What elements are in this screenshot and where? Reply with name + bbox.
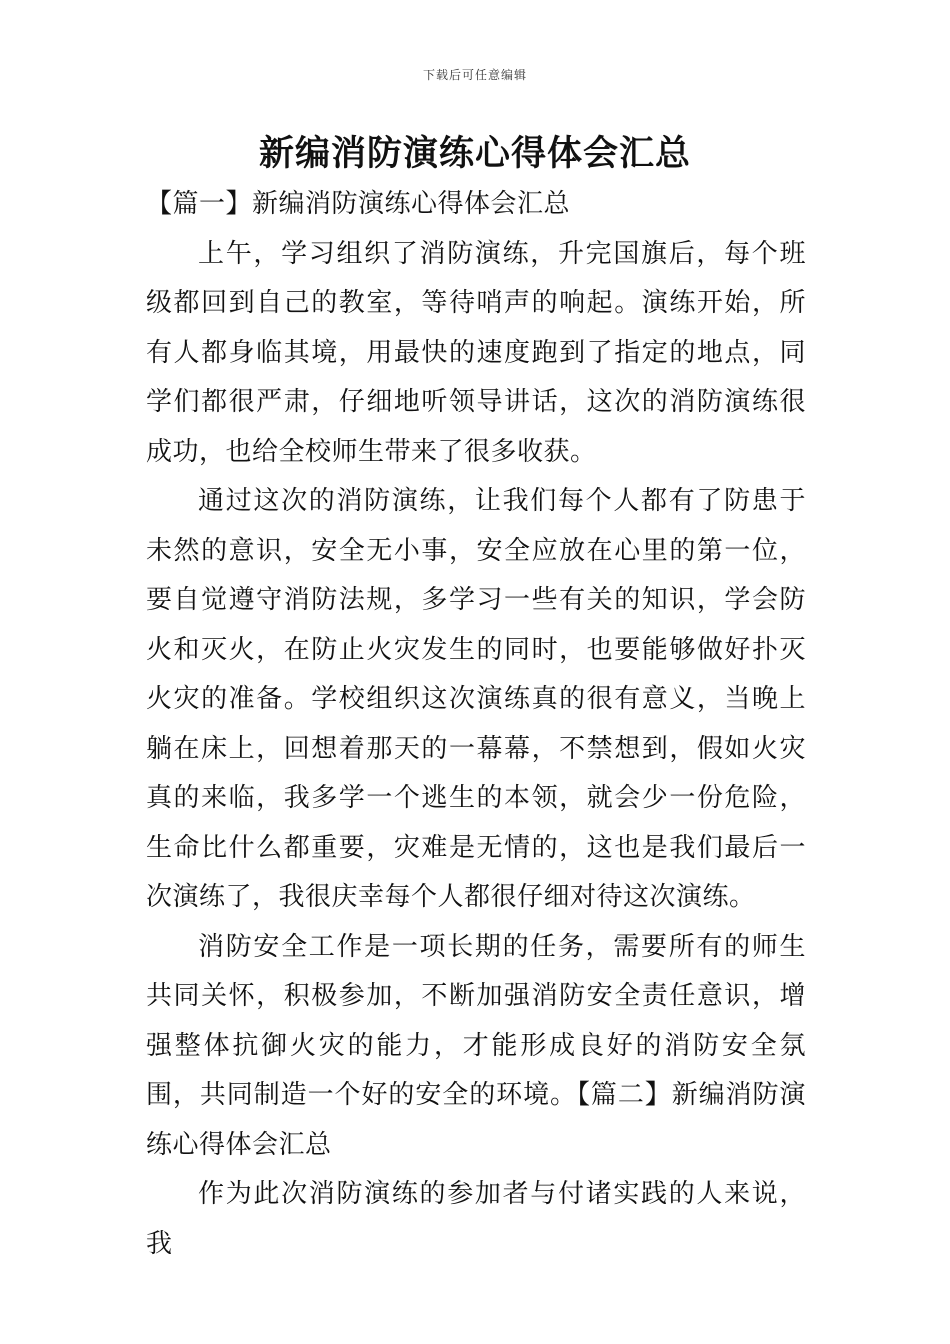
header-note: 下载后可任意编辑 [422,68,527,82]
document-title: 新编消防演练心得体会汇总 [258,133,691,174]
paragraph-3: 消防安全工作是一项长期的任务，需要所有的师生共同关怀，积极参加，不断加强消防安全责任意识，增强整体抗御火灾的能力，才能形成良好的消防安全氛围，共同制造一个好的安全的环境。【篇二】新编消防演练心得体会汇总 [146,931,806,1160]
paragraph-4: 作为此次消防演练的参加者与付诸实践的人来说，我 [146,1179,806,1259]
document-body [146,180,806,1269]
paragraph-1: 上午，学习组织了消防演练，升完国旗后，每个班级都回到自己的教室，等待哨声的响起。演练开始，所有人都身临其境，用最快的速度跑到了指定的地点，同学们都很严肃，仔细地听领导讲话，这次的消防演练很成功，也给全校师生带来了很多收获。 [146,238,806,467]
paragraph-2: 通过这次的消防演练，让我们每个人都有了防患于未然的意识，安全无小事，安全应放在心里的第一位，要自觉遵守消防法规，多学习一些有关的知识，学会防火和灭火，在防止火灾发生的同时，也要能够做好扑灭火灾的准备。学校组织这次演练真的很有意义，当晚上躺在床上，回想着那天的一幕幕，不禁想到，假如火灾真的来临，我多学一个逃生的本领，就会少一份危险，生命比什么都重要，灾难是无情的，这也是我们最后一次演练了，我很庆幸每个人都很仔细对待这次演练。 [146,486,806,912]
section-heading: 【篇一】新编消防演练心得体会汇总 [146,189,571,219]
